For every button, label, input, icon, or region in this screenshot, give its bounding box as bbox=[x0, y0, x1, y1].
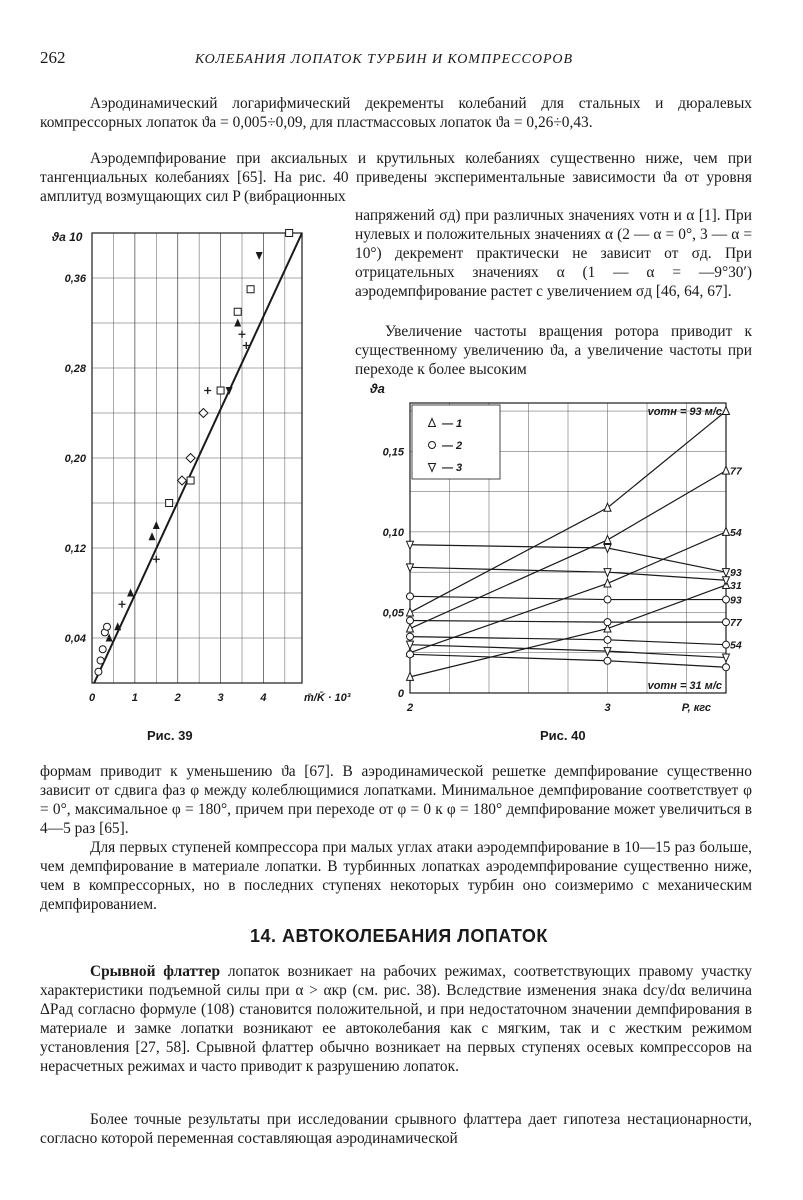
figure-40-caption: Рис. 40 bbox=[540, 728, 586, 743]
data-point-crosses bbox=[119, 601, 126, 608]
series-end-label: 77 bbox=[730, 617, 742, 630]
page-number: 262 bbox=[40, 48, 66, 67]
series-point-2 (54) bbox=[723, 641, 730, 648]
y-axis-label: ϑa bbox=[370, 381, 385, 396]
data-point-diamonds bbox=[199, 409, 208, 418]
series-end-label: 93 bbox=[730, 567, 742, 580]
data-point-squares bbox=[217, 387, 224, 394]
series-point-3 (77) bbox=[723, 577, 730, 585]
legend-label: — 2 bbox=[442, 440, 463, 452]
series-end-label: 31 bbox=[730, 580, 742, 593]
data-point-squares bbox=[234, 308, 241, 315]
x-tick-label: 2 bbox=[174, 692, 181, 704]
y-tick-label: 0,10 bbox=[382, 526, 404, 539]
paragraph-5-text: лопаток возникает на рабочих режимах, соответствующих правому участку характеристики подъемной силы при α > αкр (см. рис. 38). Вследствие изменения знака dcy/dα величина ΔPад согласно формуле (108) становится положительной, и при недостаточном значении демпфирования в материале и замке лопатки возникают ее автоколебания как с мягким, так и с жестким режимом установления [27, 58]. Срывной флаттер обычно возникает на первых ступенях осевых компрессоров на нерасчетных режимах и часто приводит к разрушению лопаток. bbox=[40, 963, 752, 1075]
figure-39-caption: Рис. 39 bbox=[147, 728, 193, 743]
paragraph-2-top: Аэродемпфирование при аксиальных и крутильных колебаниях существенно ниже, чем при тангенциальных колебаниях [65]. На рис. 40 приведены экспериментальные зависимости ϑa от уровня амплитуд возмущающих сил P (вибрационных bbox=[40, 150, 752, 205]
paragraph-6: Более точные результаты при исследовании срывного флаттера дает гипотеза нестационарности, согласно которой переменная составляющая аэродинамической bbox=[40, 1111, 752, 1147]
series-point-1 (54) bbox=[723, 527, 730, 535]
data-point-crosses bbox=[153, 556, 160, 563]
running-title: КОЛЕБАНИЯ ЛОПАТОК ТУРБИН И КОМПРЕССОРОВ bbox=[195, 52, 573, 67]
data-point-filled-triangles bbox=[234, 319, 241, 327]
data-point-circles bbox=[104, 623, 111, 630]
series-point-2 (93) bbox=[723, 596, 730, 603]
data-point-filled-down-triangles bbox=[256, 252, 263, 260]
legend-label: — 3 bbox=[442, 462, 463, 474]
y-tick-label: 0 bbox=[397, 688, 404, 700]
series-point-2 (31) bbox=[723, 664, 730, 671]
legend-marker bbox=[429, 442, 436, 449]
y-axis-label: ϑa 10 bbox=[52, 230, 83, 244]
series-point-2 (93) bbox=[407, 593, 414, 600]
series-end-label: 93 bbox=[730, 594, 742, 607]
y-tick-label: 0,05 bbox=[382, 607, 404, 620]
data-point-squares bbox=[247, 286, 254, 293]
series-point-1 (93 м/с) bbox=[723, 407, 730, 415]
x-tick-label: 1 bbox=[131, 692, 138, 704]
legend-label: — 1 bbox=[442, 418, 463, 430]
paragraph-2-side: напряжений σд) при различных значениях vотн и α [1]. При нулевых и положительных значениях α (2 — α = 0°, 3 — α = 10°) декремент практически не зависит от σд. При отрицательных значениях α (1 — α = —9°30′) аэродемпфирование растет с увеличением σд [46, 64, 67]. bbox=[355, 207, 752, 300]
data-point-diamonds bbox=[186, 454, 195, 463]
series-point-2 (77) bbox=[723, 619, 730, 626]
data-point-filled-triangles bbox=[153, 521, 160, 529]
series-point-1 (77) bbox=[604, 535, 611, 543]
data-point-squares bbox=[286, 230, 293, 237]
data-point-crosses bbox=[204, 387, 211, 394]
series-end-label: 54 bbox=[730, 526, 742, 539]
paragraph-1: Аэродинамический логарифмический декременты колебаний для стальных и дюралевых компрессорных лопаток ϑa = 0,005÷0,09, для пластмассовых лопаток ϑa = 0,26÷0,43. bbox=[40, 95, 752, 131]
series-point-2 (54) bbox=[407, 633, 414, 640]
paragraph-3-side: Увеличение частоты вращения ротора приводит к существенному увеличению ϑa, а увеличение частоты при переходе к более высоким bbox=[355, 323, 752, 378]
data-point-circles bbox=[99, 646, 106, 653]
series-point-2 (77) bbox=[604, 619, 611, 626]
y-tick-label: 0,36 bbox=[64, 273, 86, 285]
series-point-2 (77) bbox=[407, 617, 414, 624]
figure-39-chart bbox=[40, 225, 355, 725]
annotation-top: vотн = 93 м/с bbox=[647, 406, 722, 418]
y-tick-label: 0,04 bbox=[64, 633, 86, 645]
x-tick-label: 0 bbox=[88, 692, 96, 704]
paragraph-5 bbox=[40, 962, 752, 1076]
y-tick-label: 0,20 bbox=[64, 453, 86, 465]
y-tick-label: 0,12 bbox=[64, 543, 86, 555]
y-tick-label: 0,28 bbox=[64, 363, 86, 375]
x-tick-label: 4 bbox=[260, 692, 267, 704]
series-point-1 (93 м/с) bbox=[407, 608, 414, 616]
data-point-squares bbox=[166, 500, 173, 507]
figure-40-chart bbox=[368, 375, 768, 725]
data-point-filled-triangles bbox=[149, 532, 156, 540]
paragraph-4: Для первых ступеней компрессора при малых углах атаки аэродемпфирование в 10—15 раз больше, чем демпфирование в материале лопатки. В турбинных лопатках аэродемпфирование существенно ниже, чем в компрессорных, но в последних ступенях некоторых турбин оно соизмеримо с механическим демпфированием. bbox=[40, 839, 752, 913]
series-point-1 (77) bbox=[723, 466, 730, 474]
paragraph-3-continued: формам приводит к уменьшению ϑa [67]. В аэродинамической решетке демпфирование существенно зависит от сдвига фаз φ между колеблющимися лопатками. Минимальное демпфирование соответствует φ = 0°, максимальное φ = 180°, причем при переходе от φ = 0 к φ = 180° демпфирование может увеличиться в 4—5 раз [65]. bbox=[40, 763, 752, 837]
series-point-1 (93 м/с) bbox=[604, 503, 611, 511]
series-point-2 (31) bbox=[604, 657, 611, 664]
data-point-squares bbox=[187, 477, 194, 484]
x-tick-label: 3 bbox=[217, 692, 224, 704]
x-tick-label: 2 bbox=[406, 702, 414, 714]
section-title: 14. АВТОКОЛЕБАНИЯ ЛОПАТОК bbox=[250, 926, 548, 946]
term-stall-flutter: Срывной флаттер bbox=[90, 963, 221, 980]
series-end-label: 54 bbox=[730, 639, 742, 652]
data-point-crosses bbox=[239, 331, 246, 338]
data-point-circles bbox=[97, 657, 104, 664]
data-point-filled-triangles bbox=[127, 589, 134, 597]
series-point-3 (54) bbox=[723, 654, 730, 662]
x-axis-label: P, кгс bbox=[681, 702, 712, 714]
series-point-2 (54) bbox=[604, 636, 611, 643]
y-tick-label: 0,15 bbox=[382, 446, 404, 459]
data-point-circles bbox=[95, 668, 102, 675]
series-point-2 (31) bbox=[407, 651, 414, 658]
series-end-label: 77 bbox=[730, 465, 742, 478]
annotation-bottom: vотн = 31 м/с bbox=[647, 680, 722, 692]
series-point-2 (93) bbox=[604, 596, 611, 603]
x-axis-label: m̄/K̄ · 10³ bbox=[304, 692, 351, 704]
series-point-3 (93) bbox=[723, 569, 730, 577]
x-tick-label: 3 bbox=[604, 702, 611, 714]
